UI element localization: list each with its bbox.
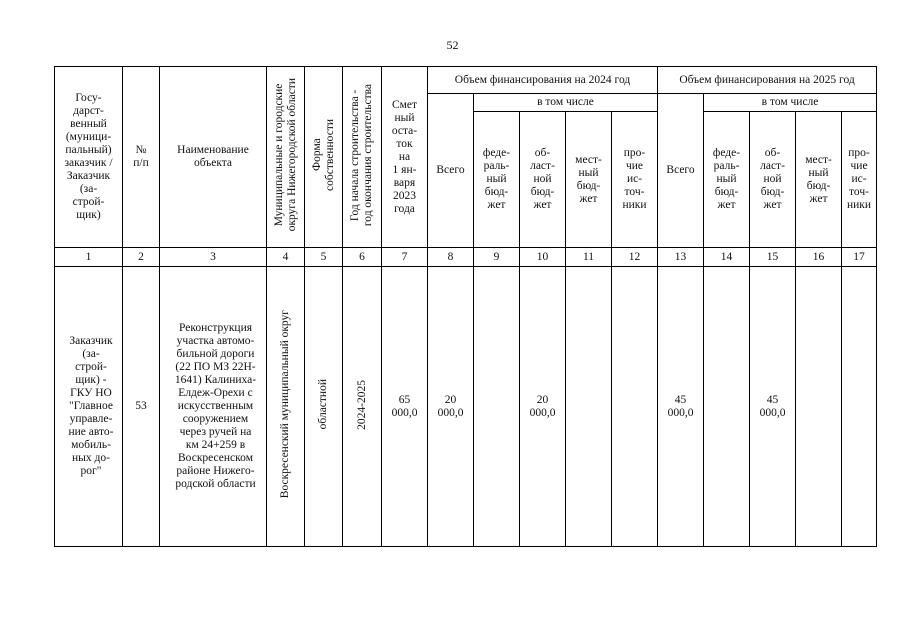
cell-local-2025 bbox=[796, 267, 842, 547]
cell-total-2024: 20 000,0 bbox=[428, 267, 474, 547]
header-municipal: Муниципальные и городские округа Нижегородской области bbox=[267, 67, 305, 248]
column-number: 7 bbox=[382, 248, 428, 267]
cell-customer: Заказчик (за- строй- щик) - ГКУ НО "Главное управле- ние авто- мобиль- ных до- рог" bbox=[55, 267, 123, 547]
cell-num: 53 bbox=[123, 267, 160, 547]
column-number: 5 bbox=[305, 248, 343, 267]
cell-other-2024 bbox=[612, 267, 658, 547]
column-number: 10 bbox=[520, 248, 566, 267]
cell-regional-2024: 20 000,0 bbox=[520, 267, 566, 547]
cell-local-2024 bbox=[566, 267, 612, 547]
table-row bbox=[55, 267, 877, 547]
header-row-1 bbox=[55, 67, 877, 94]
column-number: 14 bbox=[704, 248, 750, 267]
header-other-2025: про- чие ис- точ- ники bbox=[842, 112, 877, 248]
header-fin-2024: Объем финансирования на 2024 год bbox=[428, 67, 658, 94]
header-total-2025: Всего bbox=[658, 94, 704, 248]
cell-municipal: Воскресенский муниципальный округ bbox=[267, 267, 305, 547]
cell-federal-2024 bbox=[474, 267, 520, 547]
cell-estimate: 65 000,0 bbox=[382, 267, 428, 547]
column-number: 11 bbox=[566, 248, 612, 267]
cell-other-2025 bbox=[842, 267, 877, 547]
cell-years: 2024-2025 bbox=[343, 267, 382, 547]
column-number: 17 bbox=[842, 248, 877, 267]
column-number: 8 bbox=[428, 248, 474, 267]
column-number: 15 bbox=[750, 248, 796, 267]
column-number: 12 bbox=[612, 248, 658, 267]
cell-total-2025: 45 000,0 bbox=[658, 267, 704, 547]
column-number: 16 bbox=[796, 248, 842, 267]
header-total-2024: Всего bbox=[428, 94, 474, 248]
header-including-2025: в том числе bbox=[704, 94, 877, 112]
financing-table bbox=[54, 66, 877, 547]
cell-ownership: областной bbox=[305, 267, 343, 547]
cell-federal-2025 bbox=[704, 267, 750, 547]
header-other-2024: про- чие ис- точ- ники bbox=[612, 112, 658, 248]
column-number: 3 bbox=[160, 248, 267, 267]
column-number: 1 bbox=[55, 248, 123, 267]
page-number: 52 bbox=[446, 38, 459, 52]
column-number: 4 bbox=[267, 248, 305, 267]
header-local-2025: мест- ный бюд- жет bbox=[796, 112, 842, 248]
header-ownership: Форма собственности bbox=[305, 67, 343, 248]
cell-object-name: Реконструкция участка автомо- бильной дороги (22 ПО МЗ 22Н- 1641) Калиниха- Елдеж-Орехи с искусственным сооружением через ручей на км 24+259 в Воскресенском районе Нижего- родской области bbox=[160, 267, 267, 547]
column-number-row bbox=[55, 248, 877, 267]
header-estimate: Смет ный оста- ток на 1 ян- варя 2023 года bbox=[382, 67, 428, 248]
header-fin-2025: Объем финансирования на 2025 год bbox=[658, 67, 877, 94]
header-regional-2025: об- ласт- ной бюд- жет bbox=[750, 112, 796, 248]
cell-regional-2025: 45 000,0 bbox=[750, 267, 796, 547]
header-including-2024: в том числе bbox=[474, 94, 658, 112]
column-number: 6 bbox=[343, 248, 382, 267]
header-federal-2025: феде- раль- ный бюд- жет bbox=[704, 112, 750, 248]
header-federal-2024: феде- раль- ный бюд- жет bbox=[474, 112, 520, 248]
column-number: 2 bbox=[123, 248, 160, 267]
header-local-2024: мест- ный бюд- жет bbox=[566, 112, 612, 248]
header-regional-2024: об- ласт- ной бюд- жет bbox=[520, 112, 566, 248]
header-object-name: Наименование объекта bbox=[160, 67, 267, 248]
header-customer: Госу- дарст- венный (муници- пальный) заказчик / Заказчик (за- строй- щик) bbox=[55, 67, 123, 248]
header-num: № п/п bbox=[123, 67, 160, 248]
column-number: 13 bbox=[658, 248, 704, 267]
header-years: Год начала строительства - год окончания строительства bbox=[343, 67, 382, 248]
column-number: 9 bbox=[474, 248, 520, 267]
